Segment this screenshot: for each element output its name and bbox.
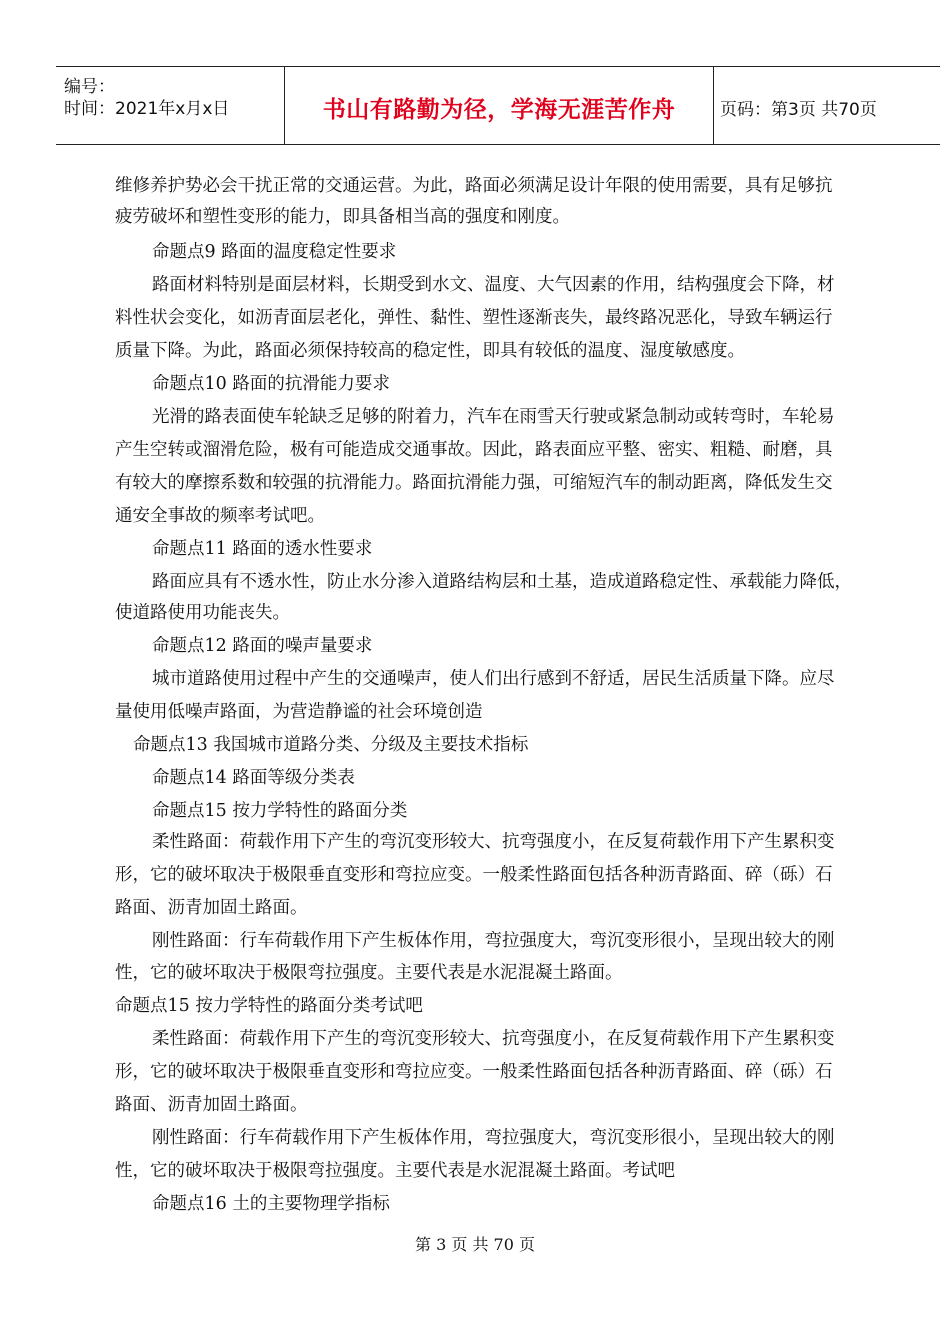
body-line: 形，它的破坏取决于极限垂直变形和弯拉应变。一般柔性路面包括各种沥青路面、碎（砾）石 [115,865,833,885]
body-line: 质量下降。为此，路面必须保持较高的稳定性，即具有较低的温度、湿度敏感度。 [115,341,745,361]
document-header [56,66,940,145]
body-line: 料性状会变化，如沥青面层老化，弹性、黏性、塑性逐渐丧失，最终路况恶化，导致车辆运行 [115,308,833,328]
section-heading: 命题点10 路面的抗滑能力要求 [152,374,390,394]
body-line: 使道路使用功能丧失。 [115,603,290,623]
header-page-info: 页码：第3页 共70页 [720,100,877,120]
body-line: 柔性路面：荷载作用下产生的弯沉变形较大、抗弯强度小，在反复荷载作用下产生累积变 [152,832,835,852]
time-label: 时间：2021年x月x日 [64,99,230,119]
body-line: 路面应具有不透水性，防止水分渗入道路结构层和土基，造成道路稳定性、承载能力降低， [152,572,852,592]
section-heading: 命题点16 土的主要物理学指标 [152,1194,390,1214]
header-middle-cell [285,67,714,144]
body-line: 形，它的破坏取决于极限垂直变形和弯拉应变。一般柔性路面包括各种沥青路面、碎（砾）石 [115,1062,833,1082]
body-line: 性，它的破坏取决于极限弯拉强度。主要代表是水泥混凝土路面。 [115,963,623,983]
body-line: 路面、沥青加固土路面。 [115,898,308,918]
body-line: 疲劳破坏和塑性变形的能力，即具备相当高的强度和刚度。 [115,207,570,227]
section-heading: 命题点14 路面等级分类表 [152,768,355,788]
header-left-cell [56,67,285,144]
body-line: 维修养护势必会干扰正常的交通运营。为此，路面必须满足设计年限的使用需要，具有足够抗 [115,176,833,196]
body-line: 量使用低噪声路面，为营造静谧的社会环境创造 [115,702,483,722]
serial-label: 编号： [64,77,115,97]
body-line: 路面材料特别是面层材料，长期受到水文、温度、大气因素的作用，结构强度会下降，材 [152,275,835,295]
body-line: 城市道路使用过程中产生的交通噪声，使人们出行感到不舒适，居民生活质量下降。应尽 [152,669,835,689]
header-right-cell [714,67,940,144]
body-line: 刚性路面：行车荷载作用下产生板体作用，弯拉强度大，弯沉变形很小，呈现出较大的刚 [152,1128,835,1148]
body-line: 有较大的摩擦系数和较强的抗滑能力。路面抗滑能力强，可缩短汽车的制动距离，降低发生交 [115,473,833,493]
section-heading: 命题点9 路面的温度稳定性要求 [152,242,397,262]
body-line: 刚性路面：行车荷载作用下产生板体作用，弯拉强度大，弯沉变形很小，呈现出较大的刚 [152,931,835,951]
section-heading: 命题点13 我国城市道路分类、分级及主要技术指标 [133,735,529,755]
body-line: 柔性路面：荷载作用下产生的弯沉变形较大、抗弯强度小，在反复荷载作用下产生累积变 [152,1029,835,1049]
section-heading: 命题点12 路面的噪声量要求 [152,636,373,656]
body-line: 路面、沥青加固土路面。 [115,1095,308,1115]
header-motto: 书山有路勤为径，学海无涯苦作舟 [322,97,676,123]
body-line: 光滑的路表面使车轮缺乏足够的附着力，汽车在雨雪天行驶或紧急制动或转弯时，车轮易 [152,407,835,427]
section-heading: 命题点11 路面的透水性要求 [152,539,373,559]
section-heading: 命题点15 按力学特性的路面分类考试吧 [115,996,423,1016]
body-line: 产生空转或溜滑危险，极有可能造成交通事故。因此，路表面应平整、密实、粗糙、耐磨，具 [115,440,833,460]
body-line: 性，它的破坏取决于极限弯拉强度。主要代表是水泥混凝土路面。考试吧 [115,1161,675,1181]
page-footer: 第 3 页 共 70 页 [415,1235,535,1254]
body-line: 通安全事故的频率考试吧。 [115,506,325,526]
section-heading: 命题点15 按力学特性的路面分类 [152,801,408,821]
